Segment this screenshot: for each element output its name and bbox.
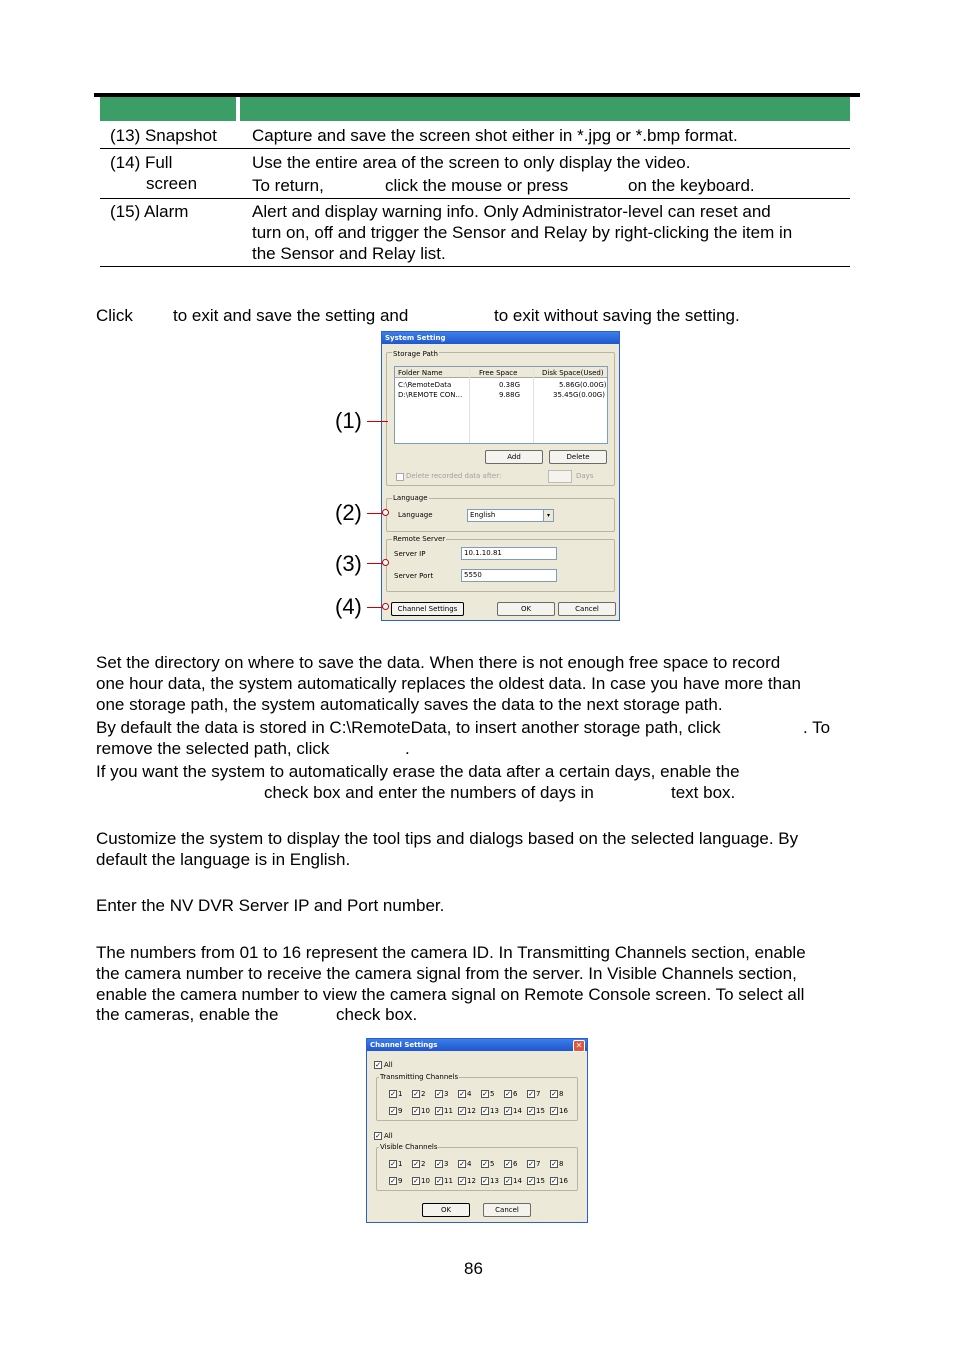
transmitting-channel-label: 10 <box>421 1107 430 1115</box>
visible-channel-label: 10 <box>421 1177 430 1185</box>
delete-button[interactable]: Delete <box>549 450 607 464</box>
row-fullscreen-return-b: click the mouse or press <box>385 176 569 195</box>
para4-line2: the camera number to receive the camera signal from the server. In Visible Channels section, <box>96 964 797 983</box>
table-cell: 35.45G(0.00G) <box>553 391 605 399</box>
transmitting-channel-label: 9 <box>398 1107 403 1115</box>
transmitting-channel-label: 5 <box>490 1090 495 1098</box>
visible-channel-label: 15 <box>536 1177 545 1185</box>
para1-line1: Set the directory on where to save the data. When there is not enough free space to record <box>96 653 781 672</box>
visible-channel-label: 3 <box>444 1160 449 1168</box>
transmitting-channel-checkbox[interactable]: ✓ <box>390 1090 396 1098</box>
transmitting-group <box>376 1077 578 1121</box>
delete-recorded-label: Delete recorded data after: <box>406 472 502 480</box>
table-cell: 5.86G(0.00G) <box>559 381 607 389</box>
visible-channel-checkbox[interactable]: ✓ <box>459 1177 465 1185</box>
channel-settings-dialog <box>366 1038 588 1223</box>
row-snapshot-label: (13) Snapshot <box>110 126 217 145</box>
visible-channel-checkbox[interactable]: ✓ <box>459 1160 465 1168</box>
visible-channel-label: 9 <box>398 1177 403 1185</box>
visible-channel-label: 7 <box>536 1160 541 1168</box>
para1c-line2: check box and enter the numbers of days in <box>264 783 594 802</box>
transmitting-channel-label: 15 <box>536 1107 545 1115</box>
intro-save: to exit and save the setting and <box>173 306 409 325</box>
transmitting-channel-label: 8 <box>559 1090 564 1098</box>
row-fullscreen-return-c: on the keyboard. <box>628 176 755 195</box>
server-port-input[interactable]: 5550 <box>461 569 557 582</box>
para4-line4: the cameras, enable the <box>96 1005 279 1024</box>
days-label: Days <box>576 472 594 480</box>
marker-dot <box>382 559 389 566</box>
dialog-title: Channel Settings <box>367 1039 587 1051</box>
visible-channel-checkbox[interactable]: ✓ <box>390 1177 396 1185</box>
table-row[interactable]: D:\REMOTE CON... <box>398 391 463 399</box>
transmitting-channel-label: 11 <box>444 1107 453 1115</box>
all-checkbox[interactable]: ✓ <box>375 1061 381 1069</box>
transmitting-channel-label: 16 <box>559 1107 568 1115</box>
row-fullscreen-desc: Use the entire area of the screen to only display the video. <box>252 153 691 172</box>
channel-settings-button[interactable]: Channel Settings <box>391 602 464 616</box>
visible-channel-checkbox[interactable]: ✓ <box>551 1177 557 1185</box>
all-label: All <box>384 1061 393 1069</box>
marker-dot <box>382 603 389 610</box>
row-fullscreen-label-1: (14) Full <box>110 153 173 172</box>
transmitting-channel-checkbox[interactable]: ✓ <box>551 1107 557 1115</box>
marker-line <box>367 421 388 422</box>
visible-channel-label: 12 <box>467 1177 476 1185</box>
visible-channel-checkbox[interactable]: ✓ <box>482 1160 488 1168</box>
column-free-space[interactable]: Free Space <box>479 369 518 377</box>
storage-path-list[interactable] <box>394 366 608 444</box>
para1c-line1: If you want the system to automatically erase the data after a certain days, enable the <box>96 762 740 781</box>
days-input[interactable] <box>548 470 572 483</box>
cancel-button[interactable]: Cancel <box>558 602 616 616</box>
transmitting-channel-checkbox[interactable]: ✓ <box>390 1107 396 1115</box>
visible-channel-checkbox[interactable]: ✓ <box>413 1160 419 1168</box>
transmitting-label: Transmitting Channels <box>380 1073 459 1081</box>
close-icon[interactable]: ✕ <box>573 1040 585 1052</box>
para4-line3: enable the camera number to view the camera signal on Remote Console screen. To select all <box>96 985 805 1004</box>
table-bottom-rule <box>100 266 850 267</box>
transmitting-channel-label: 4 <box>467 1090 472 1098</box>
add-button[interactable]: Add <box>485 450 543 464</box>
transmitting-channel-checkbox[interactable]: ✓ <box>413 1090 419 1098</box>
visible-channel-label: 16 <box>559 1177 568 1185</box>
language-select[interactable] <box>467 509 554 522</box>
column-disk-space[interactable]: Disk Space(Used) <box>542 369 604 377</box>
row-divider <box>100 198 850 199</box>
visible-channel-checkbox[interactable]: ✓ <box>528 1177 534 1185</box>
language-value: English <box>470 511 496 519</box>
visible-channel-label: 14 <box>513 1177 522 1185</box>
para4-line1: The numbers from 01 to 16 represent the camera ID. In Transmitting Channels section, enable <box>96 943 806 962</box>
visible-label: Visible Channels <box>380 1143 438 1151</box>
transmitting-channel-label: 6 <box>513 1090 518 1098</box>
transmitting-channel-checkbox[interactable]: ✓ <box>505 1090 511 1098</box>
para1b-line1-end: . To <box>803 718 831 737</box>
transmitting-channel-label: 3 <box>444 1090 449 1098</box>
transmitting-channel-label: 14 <box>513 1107 522 1115</box>
visible-channel-label: 11 <box>444 1177 453 1185</box>
storage-path-group-label: Storage Path <box>393 350 438 358</box>
transmitting-channel-checkbox[interactable]: ✓ <box>528 1090 534 1098</box>
table-cell: 9.88G <box>499 391 521 399</box>
para1b-line2-end: . <box>405 739 410 758</box>
server-ip-input[interactable]: 10.1.10.81 <box>461 547 557 560</box>
visible-channel-label: 6 <box>513 1160 518 1168</box>
marker-3: (3) <box>335 551 362 576</box>
visible-channel-checkbox[interactable]: ✓ <box>528 1160 534 1168</box>
transmitting-channel-checkbox[interactable]: ✓ <box>459 1090 465 1098</box>
intro-nosave: to exit without saving the setting. <box>494 306 740 325</box>
para3: Enter the NV DVR Server IP and Port number. <box>96 896 445 915</box>
row-fullscreen-return-a: To return, <box>252 176 324 195</box>
transmitting-channel-checkbox[interactable]: ✓ <box>413 1107 419 1115</box>
para1c-line2-end: text box. <box>671 783 736 802</box>
table-header-bar <box>100 97 850 121</box>
para4-line4-end: check box. <box>336 1005 418 1024</box>
visible-channel-checkbox[interactable]: ✓ <box>436 1177 442 1185</box>
para1-line3: one storage path, the system automatically saves the data to the next storage path. <box>96 695 723 714</box>
row-alarm-label: (15) Alarm <box>110 202 189 221</box>
remote-server-group-label: Remote Server <box>393 535 446 543</box>
server-port-label: Server Port <box>394 572 434 580</box>
system-setting-dialog <box>381 331 620 621</box>
cancel-button[interactable]: Cancel <box>483 1203 531 1217</box>
delete-recorded-checkbox[interactable] <box>396 473 404 481</box>
row-alarm-desc-2: turn on, off and trigger the Sensor and Relay by right-clicking the item in <box>252 223 793 242</box>
transmitting-channel-checkbox[interactable]: ✓ <box>482 1090 488 1098</box>
transmitting-channel-label: 1 <box>398 1090 403 1098</box>
visible-channel-label: 8 <box>559 1160 564 1168</box>
row-alarm-desc-1: Alert and display warning info. Only Administrator-level can reset and <box>252 202 771 221</box>
row-divider <box>100 148 850 149</box>
transmitting-channel-checkbox[interactable]: ✓ <box>505 1107 511 1115</box>
visible-channel-label: 13 <box>490 1177 499 1185</box>
transmitting-channel-checkbox[interactable]: ✓ <box>436 1090 442 1098</box>
table-row[interactable]: C:\RemoteData <box>398 381 452 389</box>
marker-4: (4) <box>335 594 362 619</box>
visible-channel-checkbox[interactable]: ✓ <box>551 1160 557 1168</box>
transmitting-channel-checkbox[interactable]: ✓ <box>482 1107 488 1115</box>
transmitting-channel-checkbox[interactable]: ✓ <box>436 1107 442 1115</box>
language-label: Language <box>398 511 433 519</box>
visible-channel-label: 2 <box>421 1160 426 1168</box>
dialog-title: System Setting <box>382 332 619 344</box>
para1-line2: one hour data, the system automatically replaces the oldest data. In case you have more than <box>96 674 801 693</box>
visible-channel-checkbox[interactable]: ✓ <box>413 1177 419 1185</box>
ok-button[interactable]: OK <box>422 1203 470 1217</box>
language-group-label: Language <box>393 494 428 502</box>
visible-channel-checkbox[interactable]: ✓ <box>505 1160 511 1168</box>
visible-channel-checkbox[interactable]: ✓ <box>390 1160 396 1168</box>
server-ip-label: Server IP <box>394 550 426 558</box>
intro-click: Click <box>96 306 133 325</box>
visible-group <box>376 1147 578 1191</box>
page-number: 86 <box>464 1259 483 1278</box>
visible-channel-checkbox[interactable]: ✓ <box>482 1177 488 1185</box>
transmitting-channel-checkbox[interactable]: ✓ <box>528 1107 534 1115</box>
chevron-down-icon[interactable]: ▾ <box>543 510 553 521</box>
para1b-line1: By default the data is stored in C:\RemoteData, to insert another storage path, click <box>96 718 721 737</box>
marker-1: (1) <box>335 408 362 433</box>
para2-line2: default the language is in English. <box>96 850 351 869</box>
ok-button[interactable]: OK <box>497 602 555 616</box>
transmitting-channel-label: 7 <box>536 1090 541 1098</box>
transmitting-channel-checkbox[interactable]: ✓ <box>459 1107 465 1115</box>
row-alarm-desc-3: the Sensor and Relay list. <box>252 244 446 263</box>
column-folder-name[interactable]: Folder Name <box>398 369 443 377</box>
para2-line1: Customize the system to display the tool tips and dialogs based on the selected language. By <box>96 829 799 848</box>
table-cell: 0.38G <box>499 381 521 389</box>
visible-channel-checkbox[interactable]: ✓ <box>436 1160 442 1168</box>
transmitting-channel-label: 13 <box>490 1107 499 1115</box>
transmitting-channel-checkbox[interactable]: ✓ <box>551 1090 557 1098</box>
marker-2: (2) <box>335 500 362 525</box>
visible-channel-checkbox[interactable]: ✓ <box>505 1177 511 1185</box>
transmitting-channel-label: 12 <box>467 1107 476 1115</box>
row-fullscreen-label-2: screen <box>146 174 198 193</box>
transmitting-channel-label: 2 <box>421 1090 426 1098</box>
para1b-line2: remove the selected path, click <box>96 739 330 758</box>
visible-channel-label: 5 <box>490 1160 495 1168</box>
all-label: All <box>384 1132 393 1140</box>
marker-dot <box>382 509 389 516</box>
visible-channel-label: 1 <box>398 1160 403 1168</box>
visible-channel-label: 4 <box>467 1160 472 1168</box>
all-checkbox[interactable]: ✓ <box>375 1132 381 1140</box>
row-snapshot-desc: Capture and save the screen shot either in *.jpg or *.bmp format. <box>252 126 738 145</box>
